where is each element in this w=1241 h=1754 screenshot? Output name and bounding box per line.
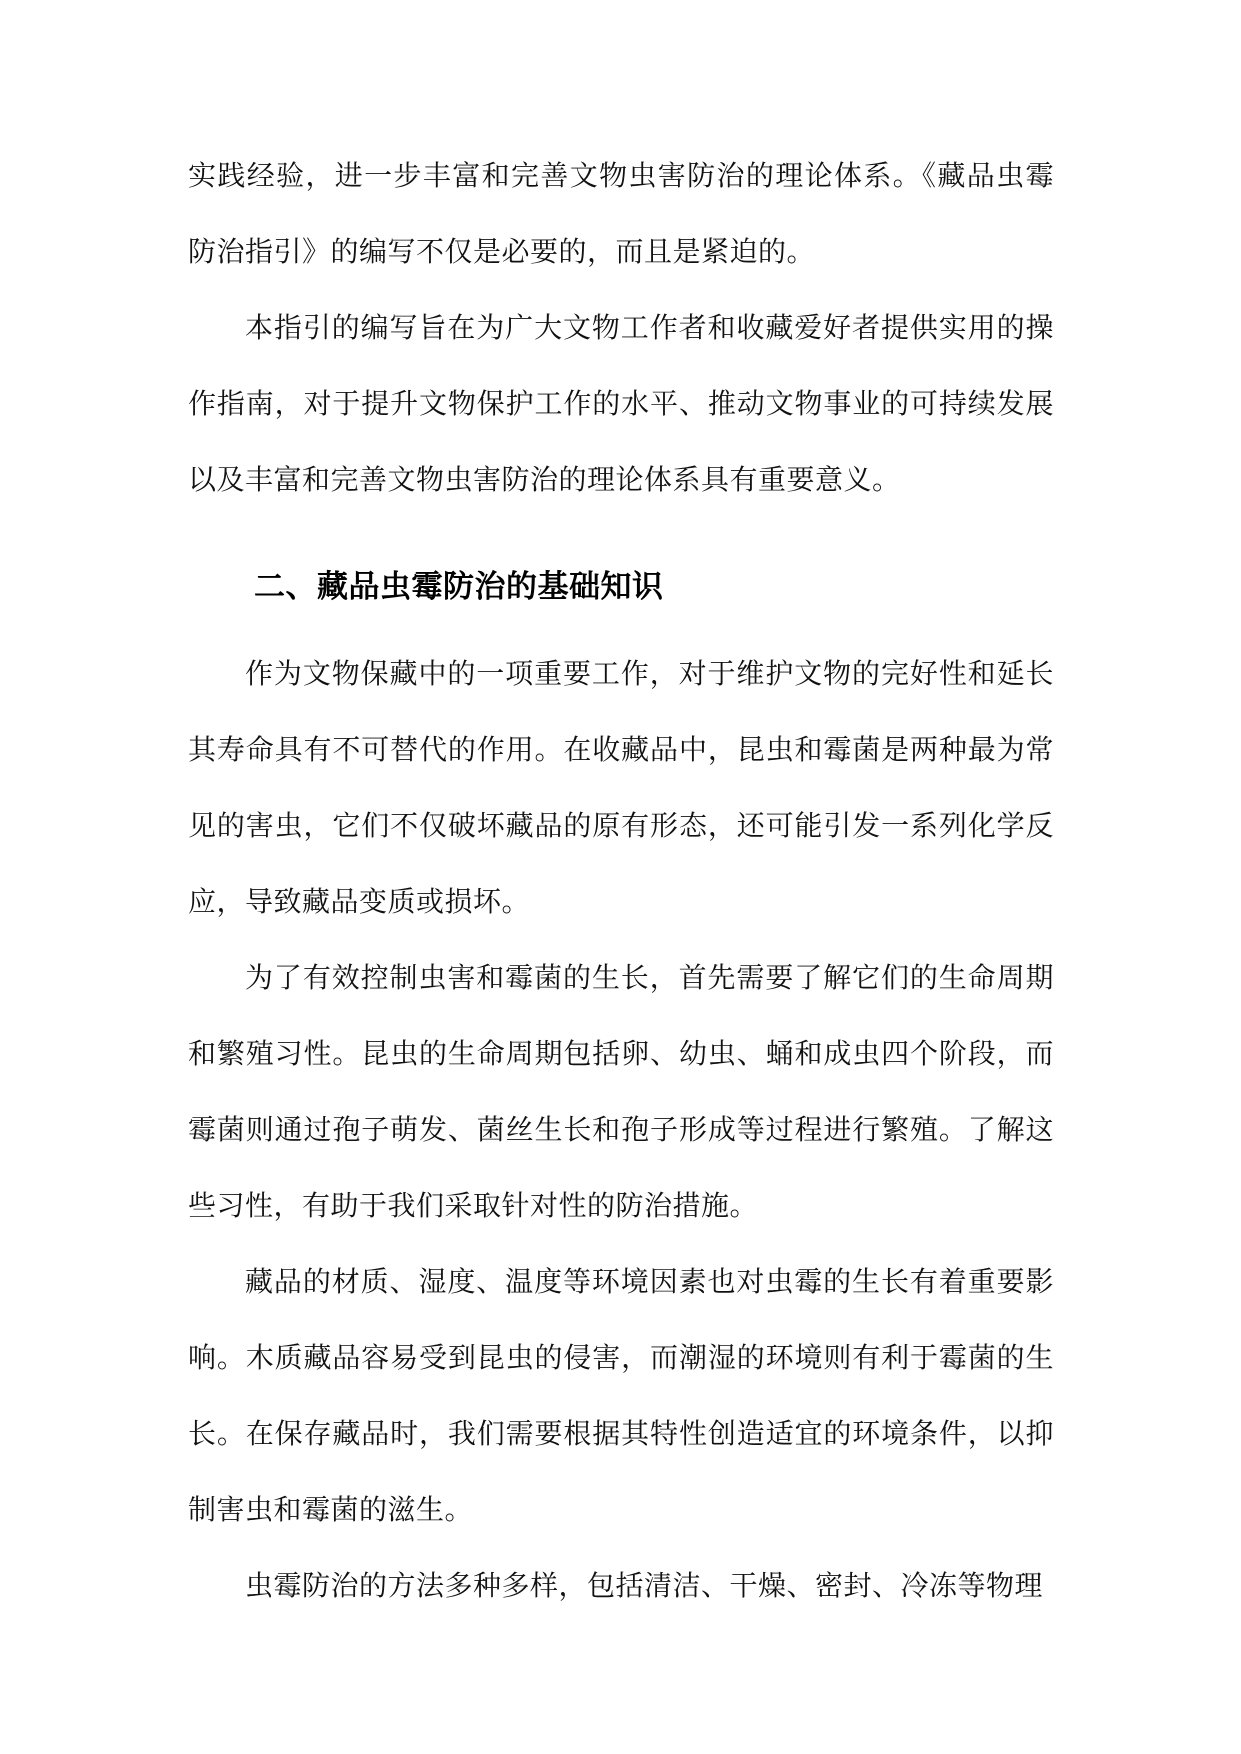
paragraph-environment: 藏品的材质、湿度、温度等环境因素也对虫霉的生长有着重要影响。木质藏品容易受到昆虫的侵害，而潮湿的环境则有利于霉菌的生长。在保存藏品时，我们需要根据其特性创造适宜的环境条件，以抑制害虫和霉菌的滋生。 [188, 1265, 1054, 1526]
section-heading: 二、藏品虫霉防治的基础知识 [254, 569, 664, 605]
paragraph-importance: 作为文物保藏中的一项重要工作，对于维护文物的完好性和延长其寿命具有不可替代的作用。在收藏品中，昆虫和霉菌是两种最为常见的害虫，它们不仅破坏藏品的原有形态，还可能引发一系列化学反应，导致藏品变质或损坏。 [188, 657, 1054, 918]
paragraph-purpose: 本指引的编写旨在为广大文物工作者和收藏爱好者提供实用的操作指南，对于提升文物保护工作的水平、推动文物事业的可持续发展以及丰富和完善文物虫害防治的理论体系具有重要意义。 [188, 311, 1054, 496]
document-body [188, 138, 1054, 1624]
paragraph-continuation: 实践经验，进一步丰富和完善文物虫害防治的理论体系。《藏品虫霉防治指引》的编写不仅是必要的，而且是紧迫的。 [188, 159, 1054, 268]
paragraph-methods: 虫霉防治的方法多种多样，包括清洁、干燥、密封、冷冻等物理 [245, 1569, 1044, 1602]
paragraph-life-cycle: 为了有效控制虫害和霉菌的生长，首先需要了解它们的生命周期和繁殖习性。昆虫的生命周期包括卵、幼虫、蛹和成虫四个阶段，而霉菌则通过孢子萌发、菌丝生长和孢子形成等过程进行繁殖。了解这些习性，有助于我们采取针对性的防治措施。 [188, 961, 1054, 1222]
